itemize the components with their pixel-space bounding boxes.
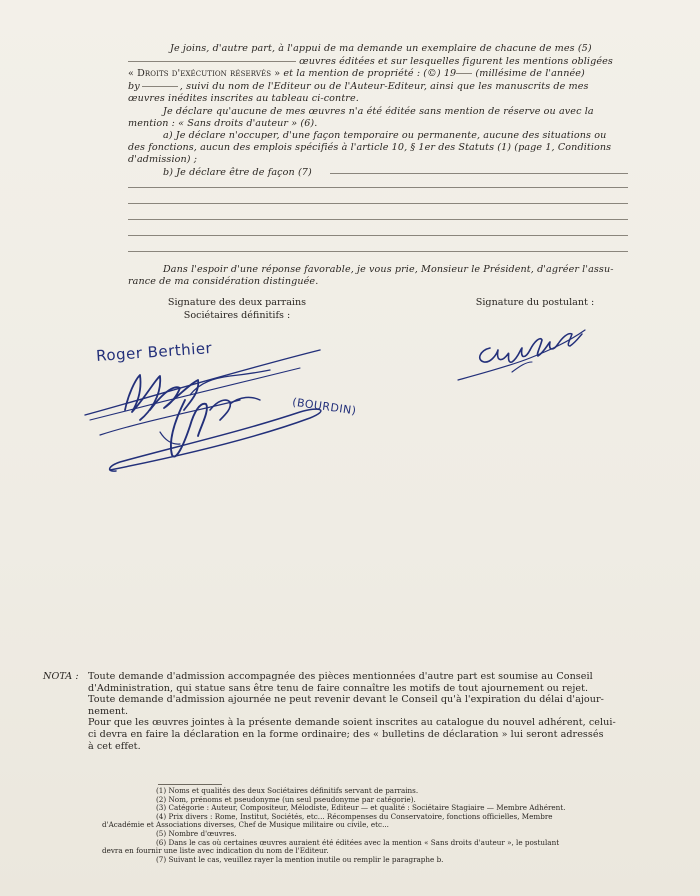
- footnote-item: devra en fournir une liste avec indication du nom de l'Editeur.: [102, 846, 329, 856]
- fill-line[interactable]: [128, 251, 628, 252]
- footnotes: [102, 786, 632, 864]
- footnote-item: (1) Noms et qualités des deux Sociétaires définitifs servant de parrains.: [156, 786, 419, 795]
- closing-line2: rance de ma considération distinguée.: [128, 276, 319, 287]
- para2-line1: Je déclare qu'aucune de mes œuvres n'a été éditée sans mention de réserve ou avec la: [163, 106, 594, 117]
- para2-line2: mention : « Sans droits d'auteur » (6).: [128, 118, 318, 129]
- fill-line[interactable]: [128, 203, 628, 204]
- blank-works-count[interactable]: [128, 61, 296, 62]
- applicant-label: Signature du postulant :: [475, 297, 595, 308]
- para3-line1: a) Je déclare n'occuper, d'une façon temporaire ou permanente, aucune des situations ou: [163, 130, 607, 141]
- footnote-item: (4) Prix divers : Rome, Institut, Sociétés, etc... Récompenses du Conservatoire, fonctions officielles, Membre: [156, 811, 553, 821]
- para1-line5: œuvres inédites inscrites au tableau ci-contre.: [128, 93, 359, 104]
- para1-line3: « Droits d'exécution réservés » et la mention de propriété : (©) 19 (millésime de l'année): [128, 68, 585, 79]
- footnote-separator: [158, 784, 222, 785]
- closing-line1: Dans l'espoir d'une réponse favorable, je vous prie, Monsieur le Président, d'agréer l'assu-: [163, 264, 614, 275]
- fill-line[interactable]: [128, 187, 628, 188]
- applicant-signature-drawing: [450, 318, 610, 398]
- fill-line[interactable]: [128, 235, 628, 236]
- footnote-item: d'Académie et Associations diverses, Chef de Musique militaire ou civile, etc...: [102, 820, 389, 830]
- para3-line3: d'admission) ;: [128, 154, 198, 165]
- sponsor1-handwritten-name: Roger Berthier: [95, 338, 213, 366]
- fill-line[interactable]: [128, 219, 628, 220]
- footnote-item: (5) Nombre d'œuvres.: [156, 828, 237, 838]
- nota-label: NOTA :: [43, 671, 79, 682]
- nota-text: Toute demande d'admission accompagnée des pièces mentionnées d'autre part est soumise au Conseil d'Administration, qui statue sans être tenu de faire connaître les motifs de tout ajournement ou rejet. Toute demande d'admission ajournée ne peut revenir devant le Conseil qu'à l'expiration du délai d'ajour- nement. Pour que les œuvres jointes à la présente demande soient inscrites au catalogue du nouvel adhérent, celui- ci devra en faire la déclaration en la forme ordinaire; des « bulletins de déclaration » lui seront adressés à cet effet.: [88, 671, 616, 752]
- fill-line[interactable]: [330, 173, 628, 174]
- footnote-item: (7) Suivant le cas, veuillez rayer la mention inutile ou remplir le paragraphe b.: [156, 854, 444, 864]
- para3-line2: des fonctions, aucun des emplois spécifiés à l'article 10, § 1er des Statuts (1) (page 1, Conditions: [128, 142, 612, 153]
- footnote-item: (6) Dans le cas où certaines œuvres auraient été éditées avec la mention « Sans droits d'auteur », le postulant: [156, 837, 560, 847]
- sponsor2-handwritten-name: (BOURDIN): [291, 395, 358, 418]
- para1-line2: œuvres éditées et sur lesquelles figurent les mentions obligées: [128, 56, 628, 69]
- blank-by[interactable]: [142, 86, 178, 87]
- para4-label: b) Je déclare être de façon (7): [163, 167, 312, 178]
- para1-line1: Je joins, d'autre part, à l'appui de ma demande un exemplaire de chacune de mes (5): [170, 43, 592, 54]
- para1-line4: by , suivi du nom de l'Editeur ou de l'Auteur-Editeur, ainsi que les manuscrits de mes: [128, 81, 589, 92]
- footnote-item: (2) Nom, prénoms et pseudonyme (un seul pseudonyme par catégorie).: [156, 794, 416, 804]
- sponsor-signatures-drawing: [80, 340, 410, 490]
- sponsors-label: Signature des deux parrains Sociétaires définitifs :: [167, 297, 307, 321]
- blank-year[interactable]: [456, 73, 472, 74]
- footnote-item: (3) Catégorie : Auteur, Compositeur, Mélodiste, Editeur — et qualité : Sociétaire Stagiaire — Membre Adhérent.: [156, 803, 566, 813]
